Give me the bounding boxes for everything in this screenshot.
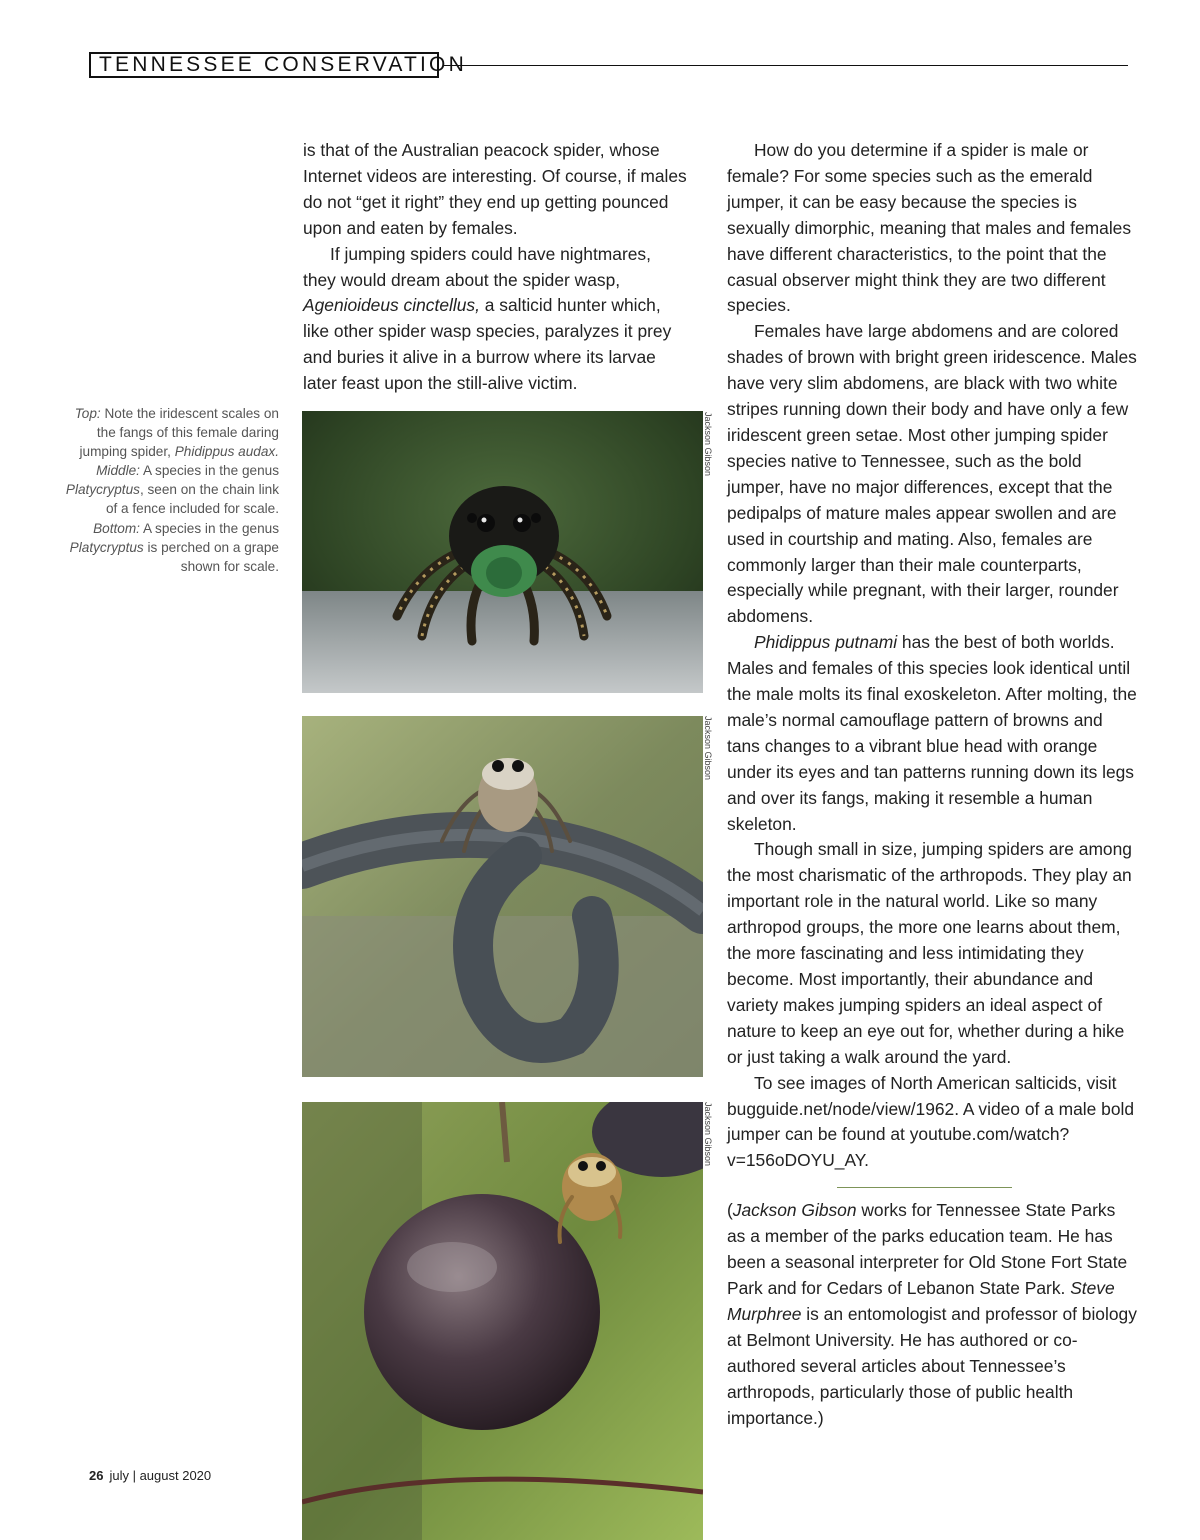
section-divider <box>837 1187 1012 1188</box>
header-rule <box>443 65 1128 66</box>
caption-bottom-text: A species in the genus <box>139 520 279 536</box>
page-folio <box>89 1468 211 1483</box>
article-text: has the best of both worlds. Males and females of this species look identical until the male molts its final exoskeleton. After molting, the male’s normal camouflage pattern of browns and tans changes to a vibrant blue head with orange under its eyes and tan patterns running down its legs and over its fangs, making it resemble a human skeleton. <box>727 632 1137 834</box>
species-name: Agenioideus cinctellus, <box>303 295 480 316</box>
article-text: a salticid hunter which, like other spider wasp species, paralyzes it prey and buries it alive in a burrow where its larvae later feast upon the still-alive victim. <box>303 295 672 394</box>
caption-middle-text-2: , seen on the chain link of a fence included for scale. <box>105 482 279 517</box>
article-paragraph: Females have large abdomens and are colored shades of brown with bright green iridescence. Males have very slim abdomens, are black with two white stripes running down their body and have only a few iridescent green setae. Most other jumping spider species native to Tennessee, such as the bold jumper, have no major differences, except that the pedipalps of mature males appear swollen and are used in courtship and mating. Also, females are commonly larger than their male counterparts, especially while pregnant, with their larger, rounder abdomens. <box>727 321 1137 627</box>
photo-caption <box>60 404 279 576</box>
caption-middle-text: A species in the genus <box>139 463 279 479</box>
caption-top-species: Phidippus audax. <box>174 444 279 460</box>
caption-bottom-text-2: is perched on a grape shown for scale. <box>143 539 279 574</box>
bio-text: works for Tennessee State Parks as a member of the parks education team. He has been a seasonal interpreter for Old Stone Fort State Park and for Cedars of Lebanon State Park. <box>727 1200 1128 1298</box>
section-title: TENNESSEE CONSERVATION <box>89 52 439 78</box>
issue-date: july | august 2020 <box>109 1468 212 1483</box>
article-paragraph <box>303 242 688 397</box>
article-text: If jumping spiders could have nightmares, they would dream about the spider wasp, <box>303 243 651 290</box>
article-paragraph: To see images of North American salticids, visit bugguide.net/node/view/1962. A video of a male bold jumper can be found at youtube.com/watch?v=156oDOYU_AY. <box>727 1072 1135 1171</box>
bio-text: is an entomologist and professor of biology at Belmont University. He has authored or co-authored several articles about Tennessee’s arthropods, particularly those of public health importance.) <box>727 1303 1137 1428</box>
caption-top-label: Top: <box>74 406 101 421</box>
caption-middle-label: Middle: <box>96 463 140 479</box>
article-paragraph <box>727 630 1137 837</box>
photo-daring-jumping-spider <box>302 411 703 693</box>
photo-credit: Jackson Gibson <box>703 716 713 781</box>
page-number: 26 <box>89 1468 104 1483</box>
photo-credit: Jackson Gibson <box>703 1102 713 1167</box>
author-name: Steve Murphree <box>727 1277 1115 1324</box>
caption-bottom-genus: Platycryptus <box>69 539 144 555</box>
bio-open-paren: ( <box>727 1200 733 1221</box>
caption-bottom-label: Bottom: <box>93 520 140 536</box>
article-paragraph: Though small in size, jumping spiders are among the most charismatic of the arthropods. They play an important role in the natural world. Like so many arthropod groups, the more one learns about them, the more fascinating and less intimidating they become. Most importantly, their abundance and variety makes jumping spiders an ideal aspect of nature to keep an eye out for, whether during a hike or just taking a walk around the yard. <box>727 839 1132 1067</box>
article-column-right <box>727 138 1137 1431</box>
article-paragraph: How do you determine if a spider is male or female? For some species such as the emerald jumper, it can be easy because the species is sexually dimorphic, meaning that males and females have different characteristics, to the point that the casual observer might think they are two different species. <box>727 140 1132 316</box>
photo-credit: Jackson Gibson <box>703 412 713 477</box>
author-bio <box>727 1198 1137 1431</box>
caption-middle-genus: Platycryptus <box>65 482 140 498</box>
caption-top-text: Note the iridescent scales on the fangs of this female daring jumping spider, <box>79 406 279 460</box>
photo-platycryptus-grape <box>302 1102 703 1540</box>
species-name: Phidippus putnami <box>754 632 898 653</box>
article-paragraph: is that of the Australian peacock spider, whose Internet videos are interesting. Of course, if males do not “get it right” they end up getting pounced upon and eaten by females. <box>303 140 687 238</box>
article-column-middle <box>303 138 688 397</box>
author-name: Jackson Gibson <box>732 1200 857 1221</box>
photo-platycryptus-chain-link <box>302 716 703 1077</box>
